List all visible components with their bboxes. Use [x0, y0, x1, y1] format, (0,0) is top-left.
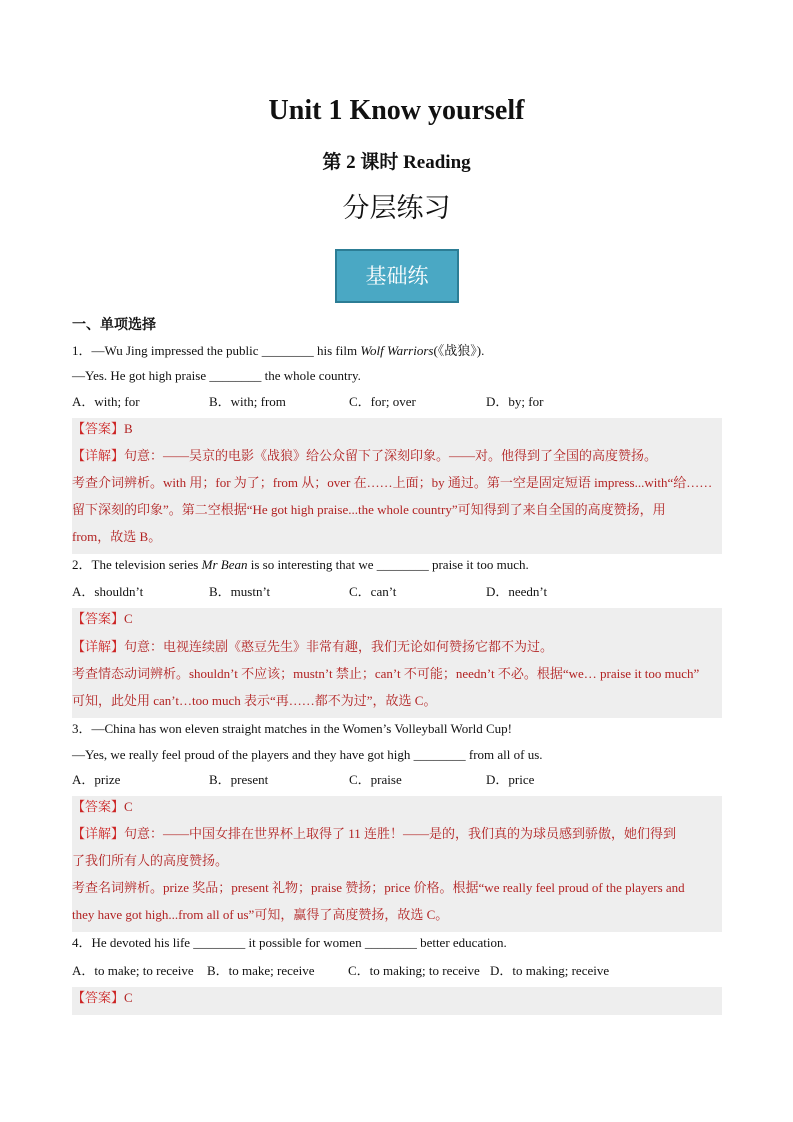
- q4-option-a: A．to make; to receive: [72, 963, 194, 978]
- answer-tag: 【答案】: [72, 799, 125, 814]
- question-3-line-1: 3．—China has won eleven straight matches in the Women’s Volleyball World Cup!: [72, 721, 512, 736]
- question-4-line-1: 4．He devoted his life ________ it possible for women ________ better education.: [72, 935, 507, 950]
- q1-detail: [72, 442, 722, 550]
- q1-text: 1．—Wu Jing impressed the public ________ his film: [72, 343, 361, 358]
- answer-tag: 【答案】: [72, 611, 125, 626]
- q3-detail-line-4: they have got high...from all of us”可知，赢得了高度赞扬，故选 C。: [72, 907, 449, 922]
- answer-value: B: [124, 421, 133, 436]
- q2-series-title: Mr Bean: [201, 557, 248, 572]
- answer-value: C: [124, 799, 133, 814]
- detail-tag: 【详解】: [72, 826, 125, 841]
- lesson-subtitle: 第 2 课时 Reading: [322, 152, 471, 173]
- q1-text-end: (《战狼》).: [433, 343, 485, 358]
- q1-option-c: C．for; over: [349, 394, 416, 409]
- q3-detail: [72, 820, 722, 928]
- answer-tag: 【答案】: [72, 990, 125, 1005]
- q1-film-title: Wolf Warriors: [360, 343, 434, 358]
- detail-text: 句意：——吴京的电影《战狼》给公众留下了深刻印象。——对。他得到了全国的高度赞扬。: [124, 448, 658, 463]
- detail-text: 句意：电视连续剧《憨豆先生》非常有趣，我们无论如何赞扬它都不为过。: [124, 639, 554, 654]
- question-1-line-1: [72, 341, 722, 361]
- q2-detail-line-1: [72, 633, 722, 660]
- q3-option-c: C．praise: [349, 772, 402, 787]
- q1-detail-line-1: [72, 442, 722, 469]
- q2-detail-line-3: 可知，此处用 can’t…too much 表示“再……都不为过”，故选 C。: [72, 693, 437, 708]
- page-title: Unit 1 Know yourself: [268, 95, 525, 126]
- q3-option-a: A．prize: [72, 772, 121, 787]
- q1-option-a: A．with; for: [72, 394, 140, 409]
- q4-option-d: D．to making; receive: [490, 963, 610, 978]
- level-badge: 基础练: [335, 249, 459, 303]
- answer-tag: 【答案】: [72, 421, 125, 436]
- q3-detail-line-2: 了我们所有人的高度赞扬。: [72, 853, 229, 868]
- q4-option-c: C．to making; to receive: [348, 963, 480, 978]
- practice-heading: 分层练习: [342, 193, 451, 223]
- answer-value: C: [124, 611, 133, 626]
- q3-detail-line-3: 考查名词辨析。prize 奖品；present 礼物；praise 赞扬；price 价格。根据“we really feel proud of the players and: [72, 880, 685, 895]
- q1-detail-line-3: 留下深刻的印象”。第二空根据“He got high praise...the whole country”可知得到了来自全国的高度赞扬，用: [72, 502, 666, 517]
- q2-detail-line-2: 考查情态动词辨析。shouldn’t 不应该；mustn’t 禁止；can’t 不可能；needn’t 不必。根据“we… praise it too much”: [72, 666, 700, 681]
- detail-text: 句意：——中国女排在世界杯上取得了 11 连胜！——是的，我们真的为球员感到骄傲，她们得到: [124, 826, 677, 841]
- question-3-line-2: —Yes, we really feel proud of the players and they have got high ________ from all of us.: [72, 747, 543, 762]
- q4-option-b: B．to make; receive: [207, 963, 315, 978]
- q1-option-d: D．by; for: [486, 394, 544, 409]
- q2-option-a: A．shouldn’t: [72, 584, 144, 599]
- detail-tag: 【详解】: [72, 639, 125, 654]
- detail-tag: 【详解】: [72, 448, 125, 463]
- q3-answer: [72, 797, 722, 817]
- q1-answer: [72, 419, 722, 439]
- answer-value: C: [124, 990, 133, 1005]
- question-2-line-1: [72, 555, 722, 575]
- q1-detail-line-4: from，故选 B。: [72, 529, 162, 544]
- q3-option-b: B．present: [209, 772, 269, 787]
- q1-option-b: B．with; from: [209, 394, 286, 409]
- section-heading: 一、单项选择: [72, 318, 156, 333]
- q2-option-d: D．needn’t: [486, 584, 548, 599]
- q2-option-b: B．mustn’t: [209, 584, 271, 599]
- q3-option-d: D．price: [486, 772, 535, 787]
- question-1-line-2: —Yes. He got high praise ________ the whole country.: [72, 368, 361, 383]
- q2-option-c: C．can’t: [349, 584, 397, 599]
- q3-detail-line-1: [72, 820, 722, 847]
- q1-detail-line-2: 考查介词辨析。with 用；for 为了；from 从；over 在……上面；by 通过。第一空是固定短语 impress...with“给……: [72, 475, 713, 490]
- q4-answer: [72, 988, 722, 1008]
- q2-answer: [72, 609, 722, 629]
- q2-text: 2．The television series: [72, 557, 202, 572]
- q2-text-end: is so interesting that we ________ praise it too much.: [247, 557, 529, 572]
- q2-detail: [72, 633, 722, 714]
